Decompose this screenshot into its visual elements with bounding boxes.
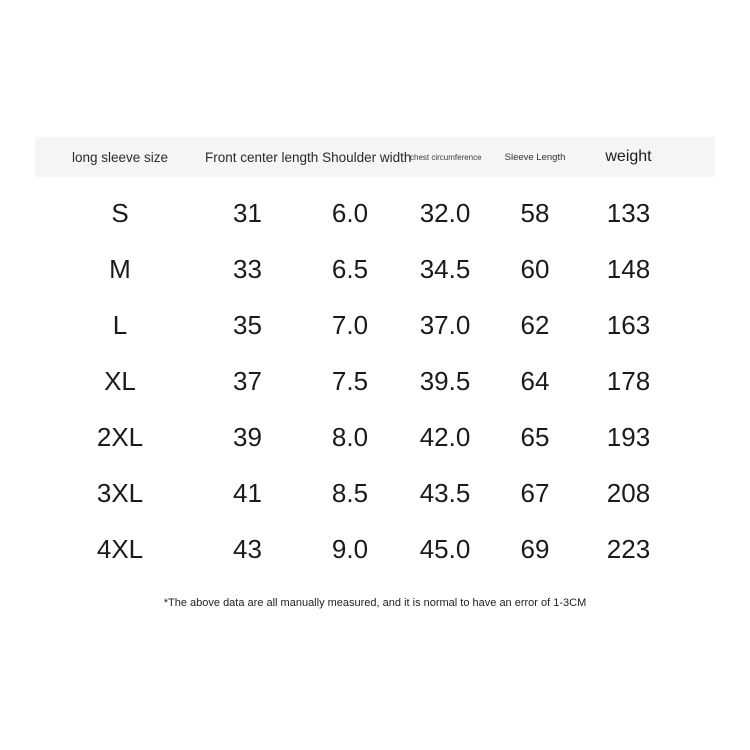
cell-weight: 148 (606, 253, 651, 284)
cell-chest-circumference: 37.0 (419, 309, 471, 340)
cell-shoulder-width: 7.0 (331, 309, 369, 340)
cell-weight: 178 (606, 365, 651, 396)
header-weight: weight (605, 148, 652, 165)
cell-shoulder-width: 9.0 (331, 533, 369, 564)
cell-sleeve-length: 60 (520, 253, 550, 284)
cell-chest-circumference: 32.0 (419, 197, 471, 228)
cell-chest-circumference: 34.5 (419, 253, 471, 284)
cell-sleeve-length: 69 (520, 533, 550, 564)
cell-shoulder-width: 8.0 (331, 421, 369, 452)
cell-size: S (111, 197, 129, 228)
cell-front-center-length: 33 (233, 253, 262, 284)
header-long-sleeve-size: long sleeve size (71, 149, 169, 165)
table-row (35, 185, 715, 241)
table-row (35, 353, 715, 409)
cell-weight: 193 (606, 421, 651, 452)
cell-size: M (109, 253, 131, 284)
table-row (35, 465, 715, 521)
cell-chest-circumference: 45.0 (419, 533, 471, 564)
size-chart-header-row (35, 137, 715, 177)
size-chart-body (35, 185, 715, 577)
table-row (35, 297, 715, 353)
cell-shoulder-width: 8.5 (331, 477, 369, 508)
table-row (35, 241, 715, 297)
cell-chest-circumference: 42.0 (419, 421, 471, 452)
cell-front-center-length: 31 (233, 197, 262, 228)
cell-front-center-length: 39 (233, 421, 262, 452)
header-front-center-length-shoulder-width: Front center length Shoulder width (205, 149, 412, 165)
cell-size: 2XL (96, 421, 144, 452)
cell-weight: 133 (606, 197, 651, 228)
cell-sleeve-length: 58 (520, 197, 550, 228)
cell-size: L (112, 309, 128, 340)
cell-sleeve-length: 64 (520, 365, 550, 396)
cell-shoulder-width: 6.5 (331, 253, 369, 284)
table-row (35, 521, 715, 577)
cell-sleeve-length: 67 (520, 477, 550, 508)
cell-size: XL (104, 365, 136, 396)
size-chart (35, 137, 715, 609)
measurement-disclaimer: *The above data are all manually measured, and it is normal to have an error of 1-3CM (163, 597, 587, 609)
cell-shoulder-width: 7.5 (331, 365, 369, 396)
table-row (35, 409, 715, 465)
cell-size: 3XL (96, 477, 144, 508)
cell-size: 4XL (96, 533, 144, 564)
cell-weight: 208 (606, 477, 651, 508)
cell-front-center-length: 41 (233, 477, 262, 508)
cell-front-center-length: 37 (233, 365, 262, 396)
cell-weight: 163 (606, 309, 651, 340)
cell-chest-circumference: 43.5 (419, 477, 471, 508)
cell-sleeve-length: 65 (520, 421, 550, 452)
cell-front-center-length: 43 (233, 533, 262, 564)
header-chest-circumference: chest circumference (410, 152, 482, 162)
cell-shoulder-width: 6.0 (331, 197, 369, 228)
cell-weight: 223 (606, 533, 651, 564)
header-sleeve-length: Sleeve Length (504, 151, 566, 163)
cell-sleeve-length: 62 (520, 309, 550, 340)
cell-front-center-length: 35 (233, 309, 262, 340)
cell-chest-circumference: 39.5 (419, 365, 471, 396)
